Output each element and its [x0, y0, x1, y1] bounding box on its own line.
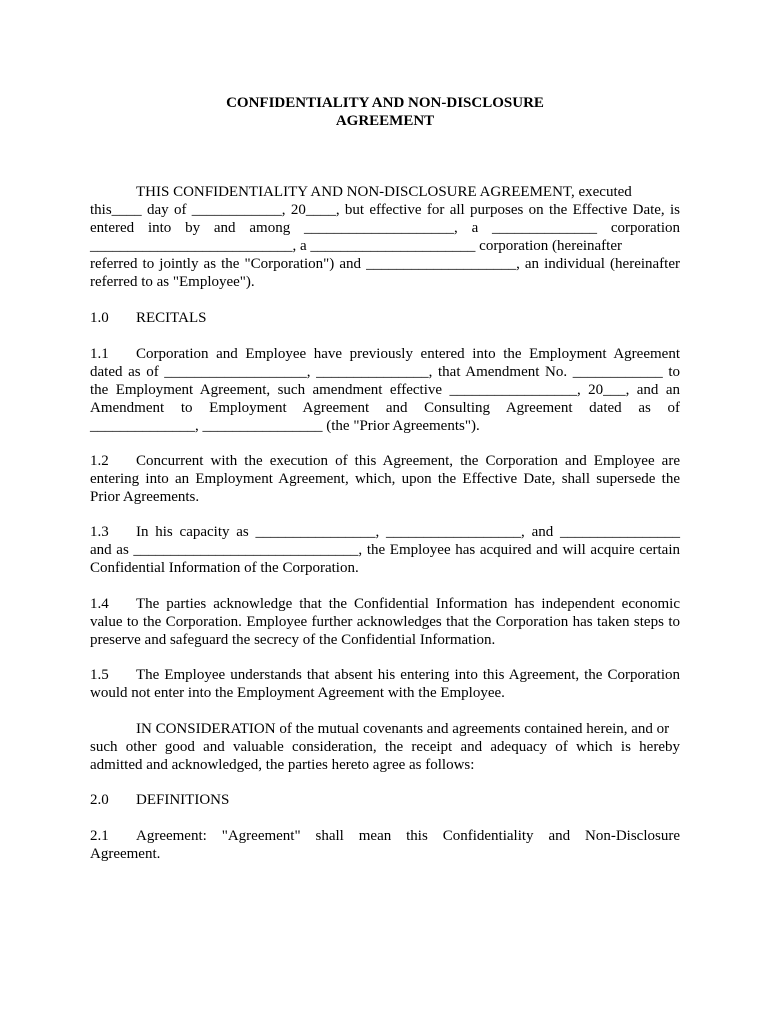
paragraph-text: Agreement: "Agreement" shall mean this Confidentiality and Non-Disclosure [136, 828, 680, 844]
paragraph-1-4-line: preserve and safeguard the secrecy of the Confidential Information. [90, 632, 496, 648]
paragraph-1-3-line: Confidential Information of the Corporation. [90, 560, 359, 576]
consideration-line: admitted and acknowledged, the parties hereto agree as follows: [90, 757, 475, 773]
preamble-line: THIS CONFIDENTIALITY AND NON-DISCLOSURE AGREEMENT, executed [136, 184, 632, 200]
paragraph-text: The Employee understands that absent his entering into this Agreement, the Corporation [136, 667, 680, 683]
paragraph-1-1-line: ______________, ________________ (the "Prior Agreements"). [90, 418, 480, 434]
section-number: 1.0 [90, 310, 109, 326]
document-title-line-1: CONFIDENTIALITY AND NON-DISCLOSURE [226, 95, 544, 111]
paragraph-number: 2.1 [90, 828, 109, 844]
paragraph-1-1-line: the Employment Agreement, such amendment effective _________________, 20___, and an [90, 382, 680, 398]
paragraph-1-2-line [90, 452, 680, 470]
paragraph-1-1-line: Amendment to Employment Agreement and Consulting Agreement dated as of [90, 400, 680, 416]
paragraph-1-1-line [90, 345, 680, 363]
preamble-line: this____ day of ____________, 20____, but effective for all purposes on the Effective Date, is [90, 202, 680, 218]
preamble-line: referred to as "Employee"). [90, 274, 255, 290]
paragraph-number: 1.1 [90, 346, 109, 362]
paragraph-1-2-line: Prior Agreements. [90, 489, 200, 505]
paragraph-text: The parties acknowledge that the Confidential Information has independent economic [136, 596, 680, 612]
section-heading-text: DEFINITIONS [136, 792, 230, 808]
paragraph-text: Corporation and Employee have previously entered into the Employment Agreement [136, 346, 680, 362]
section-number: 2.0 [90, 792, 109, 808]
section-heading-text: RECITALS [136, 310, 207, 326]
section-heading-recitals [90, 309, 680, 327]
document-title-line-2: AGREEMENT [335, 113, 435, 129]
paragraph-1-3-line: and as ______________________________, the Employee has acquired and will acquire certain [90, 542, 680, 558]
paragraph-number: 1.5 [90, 667, 109, 683]
paragraph-1-3-line [90, 523, 680, 541]
paragraph-1-4-line: value to the Corporation. Employee further acknowledges that the Corporation has taken steps to [90, 614, 680, 630]
paragraph-number: 1.3 [90, 524, 109, 540]
paragraph-1-2-line: entering into an Employment Agreement, which, upon the Effective Date, shall supersede the [90, 471, 680, 487]
paragraph-text: In his capacity as ________________, __________________, and ________________ [136, 524, 680, 540]
paragraph-2-1-line: Agreement. [90, 846, 161, 862]
consideration-line: IN CONSIDERATION of the mutual covenants and agreements contained herein, and or [136, 721, 670, 737]
paragraph-1-1-line: dated as of ___________________, _______________, that Amendment No. ____________ to [90, 364, 680, 380]
preamble-line: ___________________________, a ______________________ corporation (hereinafter [90, 238, 622, 254]
section-heading-definitions [90, 791, 680, 809]
paragraph-number: 1.2 [90, 453, 109, 469]
paragraph-text: Concurrent with the execution of this Agreement, the Corporation and Employee are [136, 453, 680, 469]
paragraph-number: 1.4 [90, 596, 109, 612]
preamble-line: referred to jointly as the "Corporation") and ____________________, an individual (hereinafter [90, 256, 680, 272]
preamble-line: entered into by and among ____________________, a ______________ corporation [90, 220, 680, 236]
consideration-line: such other good and valuable consideration, the receipt and adequacy of which is hereby [90, 739, 680, 755]
paragraph-2-1-line [90, 827, 680, 845]
paragraph-1-5-line [90, 666, 680, 684]
paragraph-1-4-line [90, 595, 680, 613]
paragraph-1-5-line: would not enter into the Employment Agreement with the Employee. [90, 685, 505, 701]
